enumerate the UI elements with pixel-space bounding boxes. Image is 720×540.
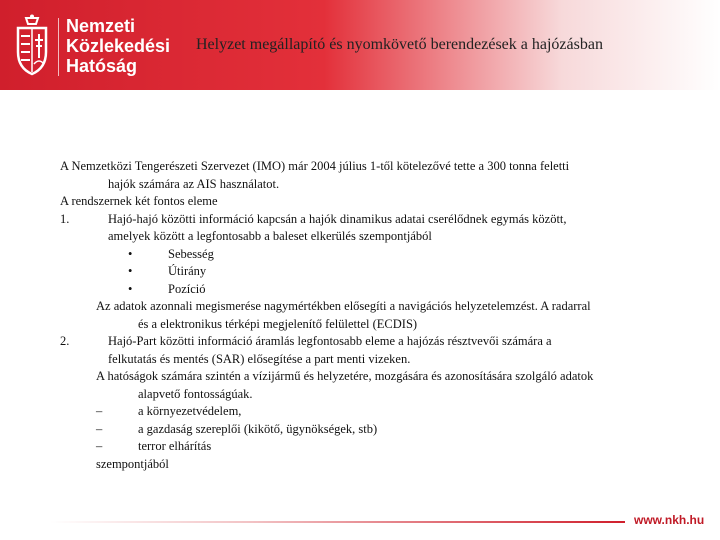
bullet-marker: • xyxy=(128,264,133,278)
bullet-marker: • xyxy=(128,246,133,261)
list-item-text: Hajó-hajó közötti információ kapcsán a hajók dinamikus adatai cserélődnek egymás között, xyxy=(108,211,567,226)
list-item-text: Hajó-Part közötti információ áramlás legfontosabb eleme a hajózás résztvevői számára a xyxy=(108,334,552,348)
note-line: és a elektronikus térképi megjelenítő felülettel (ECDIS) xyxy=(138,316,418,331)
intro-line: A rendszernek két fontos eleme xyxy=(60,194,218,208)
dash-text: a környezetvédelem, xyxy=(138,404,242,418)
list-item-text: amelyek között a legfontosabb a baleset elkerülés szempontjából xyxy=(108,229,432,243)
dash-text: terror elhárítás xyxy=(138,439,212,453)
dash-marker: – xyxy=(96,421,103,436)
bullet-text: Pozíció xyxy=(168,281,206,296)
logo-line-3: Hatóság xyxy=(66,56,138,76)
bullet-marker: • xyxy=(128,281,133,296)
footer-divider xyxy=(50,521,625,523)
intro-line: A Nemzetközi Tengerészeti Szervezet (IMO) már 2004 július 1-től kötelezővé tette a 300 tonna feletti xyxy=(60,159,570,173)
bullet-text: Sebesség xyxy=(168,246,214,261)
dash-item xyxy=(60,438,700,456)
slide-title: Helyzet megállapító és nyomkövető berendezések a hajózásban xyxy=(196,36,603,53)
dash-marker: – xyxy=(96,404,103,418)
bullet-item xyxy=(60,263,700,281)
closing-line: szempontjából xyxy=(96,456,169,471)
note-line: A hatóságok számára szintén a vízijármű és helyzetére, mozgására és azonosítására szolgáló adatok xyxy=(96,369,594,383)
bullet-item xyxy=(60,281,700,299)
header-banner xyxy=(0,0,720,90)
hungarian-crest-icon xyxy=(12,14,52,78)
logo-line-2: Közlekedési xyxy=(66,36,171,56)
list-item-text: felkutatás és mentés (SAR) elősegítése a part menti vizeken. xyxy=(108,351,411,366)
bullet-text: Útirány xyxy=(168,264,207,278)
note-line: alapvető fontosságúak. xyxy=(138,386,253,401)
logo-line-1: Nemzeti xyxy=(66,16,136,36)
dash-marker: – xyxy=(96,439,103,453)
dash-item xyxy=(60,421,700,439)
dash-text: a gazdaság szereplői (kikötő, ügynökségek, stb) xyxy=(138,421,378,436)
nkh-logo[interactable] xyxy=(8,8,183,82)
slide-body xyxy=(60,158,700,473)
list-item-2 xyxy=(60,333,700,351)
footer-website-link[interactable]: www.nkh.hu xyxy=(634,513,705,527)
list-item-1 xyxy=(60,211,700,229)
intro-line: hajók számára az AIS használatot. xyxy=(108,176,280,191)
note-line: Az adatok azonnali megismerése nagymértékben elősegíti a navigációs helyzetelemzést. A radarral xyxy=(96,299,591,313)
logo-wordmark xyxy=(66,16,170,76)
list-number: 1. xyxy=(60,211,70,226)
bullet-item xyxy=(60,246,700,264)
list-number: 2. xyxy=(60,334,70,348)
dash-item xyxy=(60,403,700,421)
logo-divider xyxy=(58,18,59,76)
